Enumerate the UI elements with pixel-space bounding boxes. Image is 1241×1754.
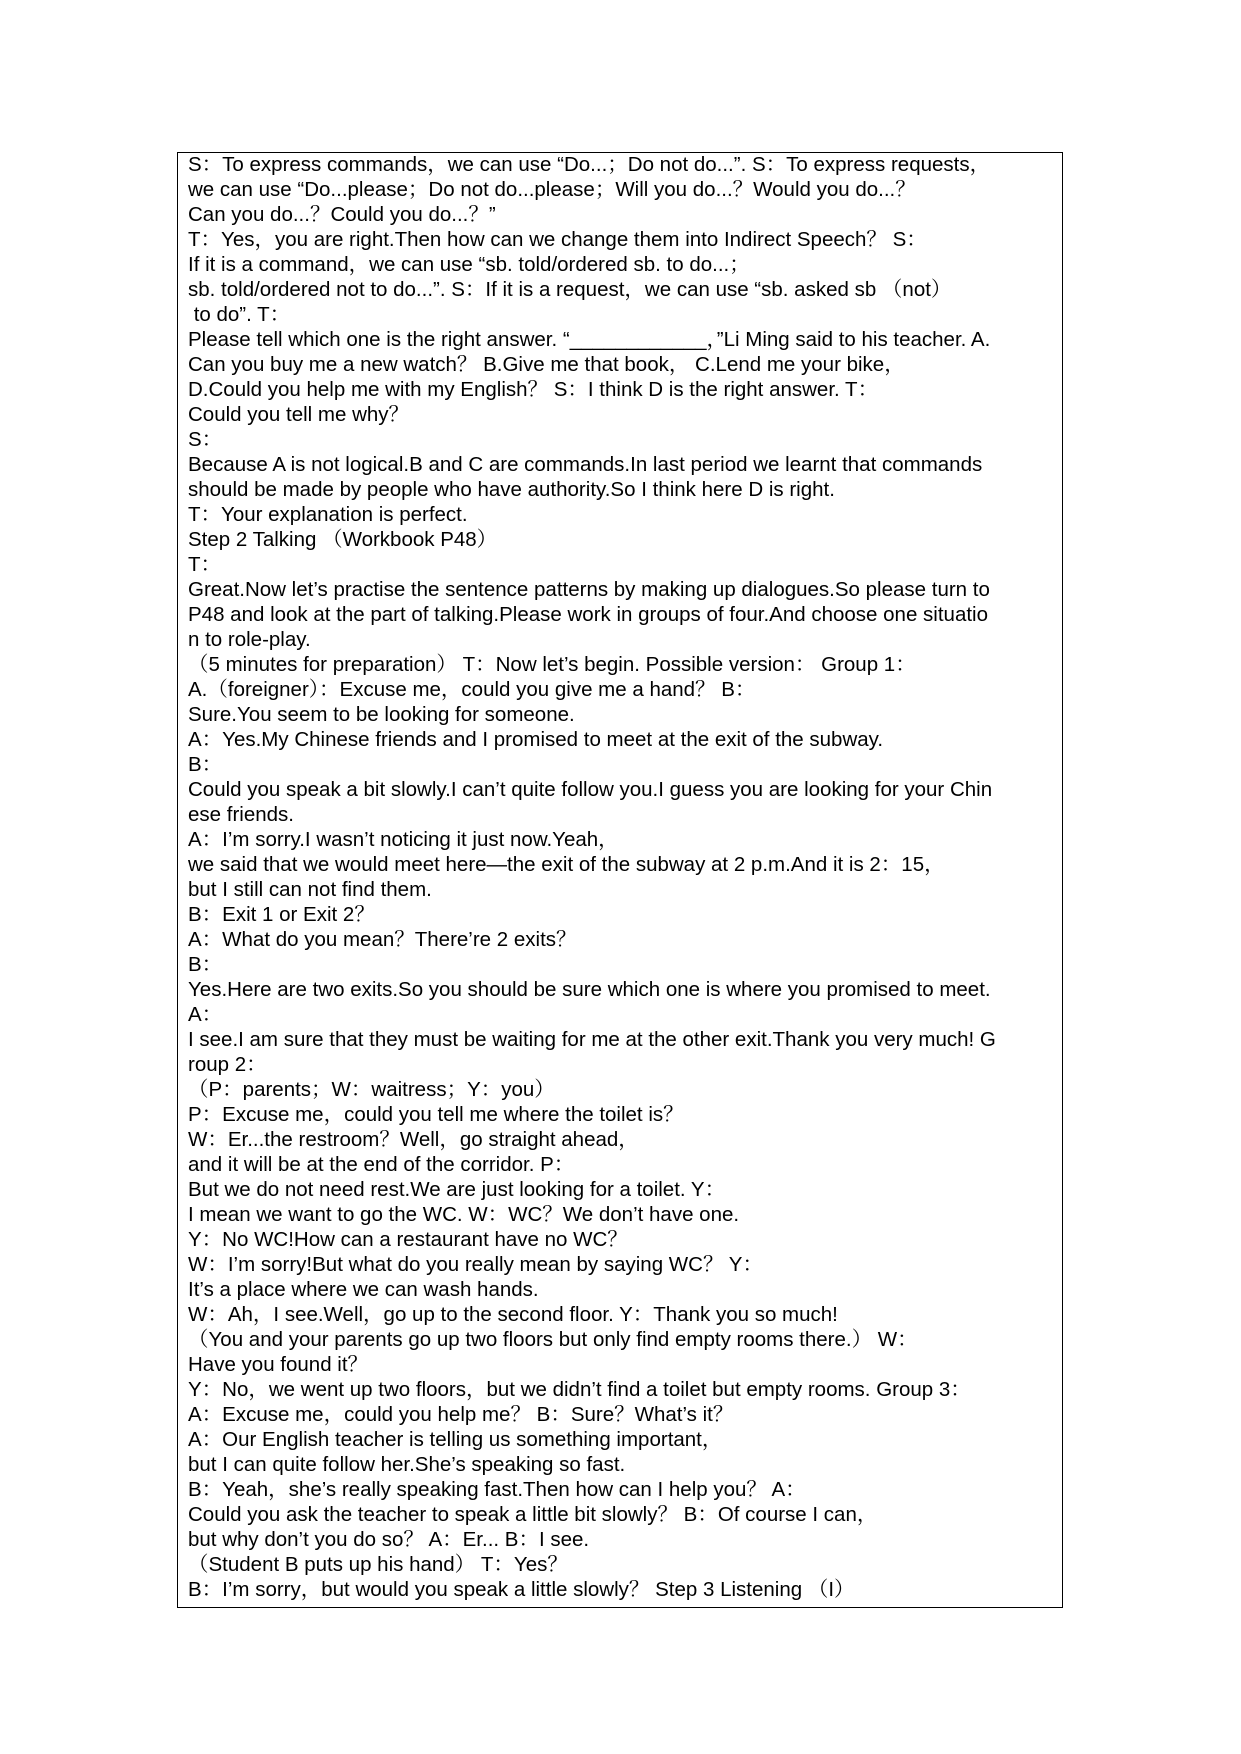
text-line: Step 2 Talking （Workbook P48） <box>188 528 498 551</box>
text-line: A：Yes.My Chinese friends and I promised to meet at the exit of the subway. <box>188 728 884 751</box>
text-line: Could you tell me why？ <box>188 403 410 426</box>
text-line: I mean we want to go the WC. W：WC？We don’t have one. <box>188 1203 740 1226</box>
text-line: B：I’m sorry，but would you speak a little slowly？ Step 3 Listening （I） <box>188 1578 855 1601</box>
text-line: n to role-play. <box>188 628 311 651</box>
text-line: A：What do you mean？There’re 2 exits？ <box>188 928 577 951</box>
text-line: T：Your explanation is perfect. <box>188 503 468 526</box>
text-line: （Student B puts up his hand） T：Yes？ <box>188 1553 568 1576</box>
text-line: roup 2： <box>188 1053 267 1076</box>
document-body <box>188 152 1060 1602</box>
text-line: Can you buy me a new watch？ B.Give me that book， C.Lend me your bike， <box>188 353 905 376</box>
text-line: but I can quite follow her.She’s speaking so fast. <box>188 1453 626 1476</box>
text-line: T： <box>188 553 222 576</box>
text-line: Can you do...？Could you do...？” <box>188 203 496 226</box>
text-line: W：I’m sorry!But what do you really mean by saying WC？ Y： <box>188 1253 763 1276</box>
text-line: Y：No，we went up two floors，but we didn’t find a toilet but empty rooms. Group 3： <box>188 1378 971 1401</box>
text-line: P48 and look at the part of talking.Please work in groups of four.And choose one situatio <box>188 603 989 626</box>
text-line: （5 minutes for preparation） T：Now let’s begin. Possible version： Group 1： <box>188 653 916 676</box>
text-line: T：Yes，you are right.Then how can we change them into Indirect Speech？ S： <box>188 228 927 251</box>
text-line: It’s a place where we can wash hands. <box>188 1278 539 1301</box>
text-line: but why don’t you do so？ A：Er... B：I see. <box>188 1528 590 1551</box>
text-line: to do”. T： <box>188 303 291 326</box>
text-line: A.（foreigner）：Excuse me，could you give me a hand？ B： <box>188 678 756 701</box>
text-line: B：Exit 1 or Exit 2？ <box>188 903 375 926</box>
text-line: A：Excuse me，could you help me？ B：Sure？What’s it？ <box>188 1403 734 1426</box>
text-line: D.Could you help me with my English？ S：I think D is the right answer. T： <box>188 378 879 401</box>
text-line: （You and your parents go up two floors but only find empty rooms there.） W： <box>188 1328 918 1351</box>
text-line: Have you found it？ <box>188 1353 369 1376</box>
text-line: If it is a command，we can use “sb. told/ordered sb. to do...； <box>188 253 750 276</box>
text-line: But we do not need rest.We are just looking for a toilet. Y： <box>188 1178 726 1201</box>
text-line: B：Yeah，she’s really speaking fast.Then how can I help you？ A： <box>188 1478 806 1501</box>
text-line: and it will be at the end of the corridor. P： <box>188 1153 575 1176</box>
text-line: A：Our English teacher is telling us something important， <box>188 1428 723 1451</box>
text-line: Great.Now let’s practise the sentence patterns by making up dialogues.So please turn to <box>188 578 990 601</box>
text-line: I see.I am sure that they must be waiting for me at the other exit.Thank you very much! G <box>188 1028 996 1051</box>
text-line: should be made by people who have authority.So I think here D is right. <box>188 478 835 501</box>
text-line: B： <box>188 753 223 776</box>
text-line: B： <box>188 953 223 976</box>
text-line: Yes.Here are two exits.So you should be sure which one is where you promised to meet. <box>188 978 991 1001</box>
text-line: we said that we would meet here—the exit of the subway at 2 p.m.And it is 2：15， <box>188 853 945 876</box>
text-line: sb. told/ordered not to do...”. S：If it is a request，we can use “sb. asked sb （not） <box>188 278 952 301</box>
text-line: we can use “Do...please；Do not do...please；Will you do...？Would you do...？ <box>188 178 916 201</box>
text-line: （P：parents；W：waitress；Y：you） <box>188 1078 555 1101</box>
text-line: A： <box>188 1003 223 1026</box>
text-line: Please tell which one is the right answer. “____________，”Li Ming said to his teacher. A. <box>188 328 991 351</box>
text-line: A：I’m sorry.I wasn’t noticing it just now.Yeah， <box>188 828 619 851</box>
text-line: Sure.You seem to be looking for someone. <box>188 703 575 726</box>
text-line: Could you speak a bit slowly.I can’t quite follow you.I guess you are looking for your Chin <box>188 778 993 801</box>
text-line: S： <box>188 428 223 451</box>
text-line: W：Er...the restroom？Well，go straight ahead， <box>188 1128 639 1151</box>
text-line: P：Excuse me，could you tell me where the toilet is？ <box>188 1103 684 1126</box>
text-line: W：Ah，I see.Well，go up to the second floor. Y：Thank you so much! <box>188 1303 838 1326</box>
text-line: ese friends. <box>188 803 294 826</box>
text-line: Because A is not logical.B and C are commands.In last period we learnt that commands <box>188 453 983 476</box>
text-line: Y：No WC!How can a restaurant have no WC？ <box>188 1228 628 1251</box>
text-line: Could you ask the teacher to speak a little bit slowly？ B：Of course I can， <box>188 1503 878 1526</box>
text-line: S：To express commands，we can use “Do...；Do not do...”. S：To express requests， <box>188 153 991 176</box>
text-line: but I still can not find them. <box>188 878 432 901</box>
